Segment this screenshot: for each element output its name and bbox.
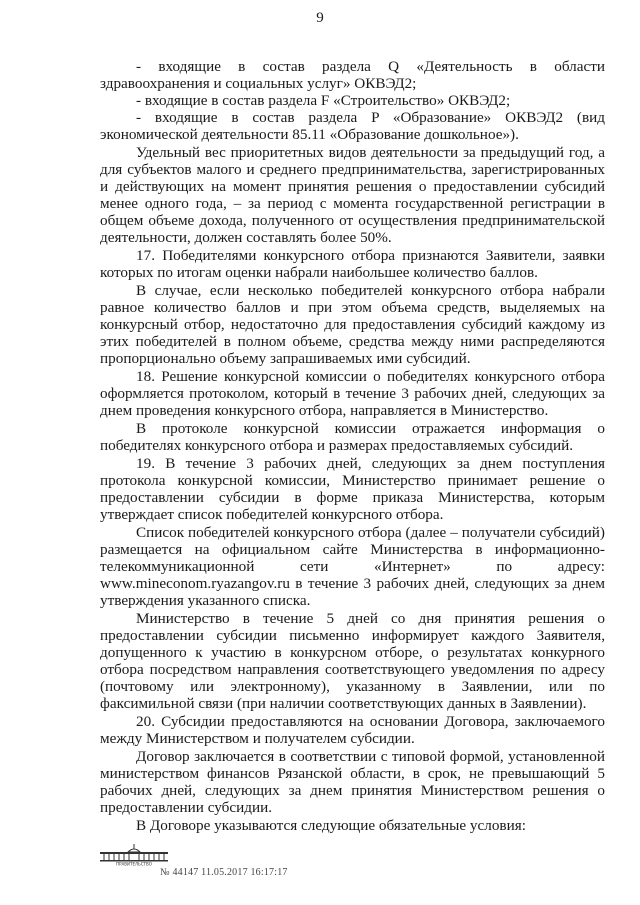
paragraph: 18. Решение конкурсной комиссии о победителях конкурсного отбора оформляется протоколом, который в течение 3 рабочих дней, следующих за днем проведения конкурсного отбора, направляется в Министерство. <box>100 368 605 419</box>
paragraph: - входящие в состав раздела P «Образование» ОКВЭД2 (вид экономической деятельности 85.11 «Образование дошкольное»). <box>100 109 605 143</box>
document-registration-number: № 44147 11.05.2017 16:17:17 <box>160 867 288 878</box>
building-icon <box>98 844 170 866</box>
government-building-logo <box>98 844 170 866</box>
paragraph: В случае, если несколько победителей конкурсного отбора набрали равное количество баллов и при этом объема средств, выделяемых на конкурсный отбор, недостаточно для предоставления субсидий каждому из этих победителей в полном объеме, средства между ними распределяются пропорционально объему запрашиваемых ими субсидий. <box>100 282 605 367</box>
paragraph: 20. Субсидии предоставляются на основании Договора, заключаемого между Министерством и получателем субсидии. <box>100 713 605 747</box>
page-number: 9 <box>316 10 324 26</box>
stamp-label: ПРАВИТЕЛЬСТВО <box>116 861 152 866</box>
paragraph: В Договоре указываются следующие обязательные условия: <box>136 817 526 834</box>
document-body <box>100 58 605 834</box>
paragraph: 17. Победителями конкурсного отбора признаются Заявители, заявки которых по итогам оценки набрали наибольшее количество баллов. <box>100 247 605 281</box>
paragraph: - входящие в состав раздела Q «Деятельность в области здравоохранения и социальных услуг» ОКВЭД2; <box>100 58 605 92</box>
paragraph: - входящие в состав раздела F «Строительство» ОКВЭД2; <box>136 92 511 109</box>
paragraph: Договор заключается в соответствии с типовой формой, установленной министерством финансов Рязанской области, в срок, не превышающий 5 рабочих дней, следующих за днем принятия Министерством решения о предоставлении субсидии. <box>100 748 605 816</box>
paragraph: Список победителей конкурсного отбора (далее – получатели субсидий) размещается на официальном сайте Министерства в информационно-телекоммуникационной сети «Интернет» по адресу: www.mineconom.ryazangov.ru в течение 3 рабочих дней, следующих за днем утверждения указанного списка. <box>100 524 605 609</box>
paragraph: Удельный вес приоритетных видов деятельности за предыдущий год, а для субъектов малого и среднего предпринимательства, зарегистрированных и действующих на момент принятия решения о предоставлении субсидий менее одного года, – за период с момента государственной регистрации в общем объеме дохода, полученного от осуществления предпринимательской деятельности, должен составлять более 50%. <box>100 144 605 246</box>
paragraph: Министерство в течение 5 дней со дня принятия решения о предоставлении субсидии письменно информирует каждого Заявителя, допущенного к участию в конкурсном отборе, о результатах конкурного отбора посредством направления соответствующего уведомления по адресу (почтовому или электронному), указанному в Заявлении, или по факсимильной связи (при наличии соответствующих данных в Заявлении). <box>100 610 605 712</box>
paragraph: В протоколе конкурсной комиссии отражается информация о победителях конкурсного отбора и размерах предоставляемых субсидий. <box>100 420 605 454</box>
paragraph: 19. В течение 3 рабочих дней, следующих за днем поступления протокола конкурсной комиссии, Министерство принимает решение о предоставлении субсидии в форме приказа Министерства, которым утверждает список победителей конкурсного отбора. <box>100 455 605 523</box>
